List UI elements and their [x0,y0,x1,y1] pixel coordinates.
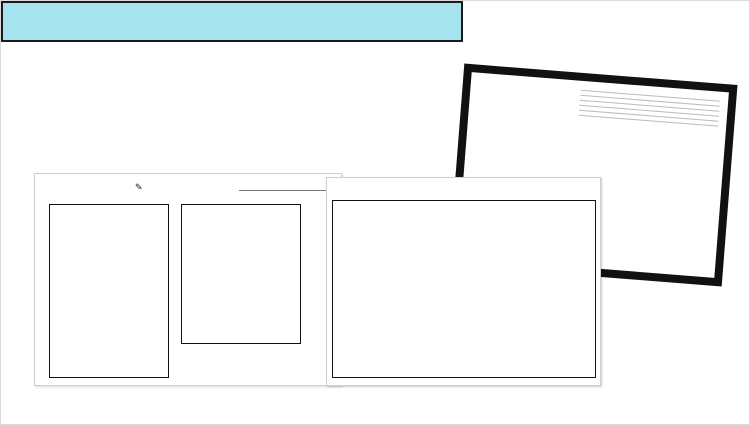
number-towers-sheet [326,177,601,386]
pencil-icon: ✎ [135,182,143,192]
beginning-sounds-right-grid [181,204,301,344]
teen-game-title [483,81,573,88]
beginning-sounds-left-grid [49,204,169,378]
beginning-sounds-sheet [34,173,342,386]
title-banner [1,1,463,42]
teen-game-rules [578,87,720,131]
name-line [239,190,327,191]
number-sentence-grid [332,200,596,378]
